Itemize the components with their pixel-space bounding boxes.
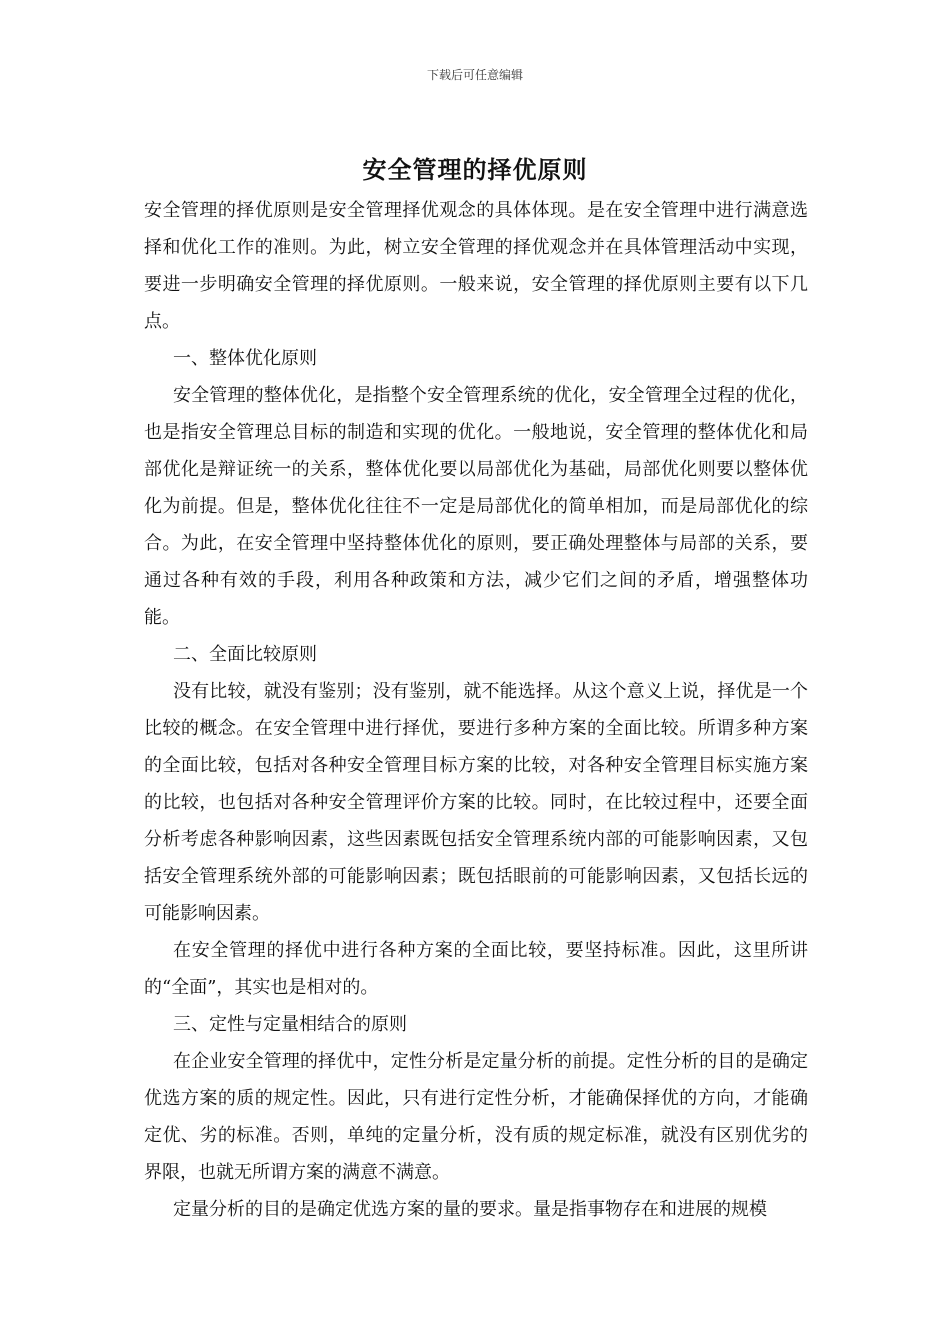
- section-2-paragraph-1: 没有比较，就没有鉴别；没有鉴别，就不能选择。从这个意义上说，择优是一个比较的概念。在安全管理中进行择优，要进行多种方案的全面比较。所谓多种方案的全面比较，包括对各种安全管理目标方案的比较，对各种安全管理目标实施方案的比较，也包括对各种安全管理评价方案的比较。同时，在比较过程中，还要全面分析考虑各种影响因素，这些因素既包括安全管理系统内部的可能影响因素，又包括安全管理系统外部的可能影响因素；既包括眼前的可能影响因素，又包括长远的可能影响因素。: [144, 681, 808, 924]
- section-heading-3: 三、定性与定量相结合的原则: [173, 1014, 407, 1035]
- document-body: [144, 192, 808, 1228]
- section-3-paragraph-1: 在企业安全管理的择优中，定性分析是定量分析的前提。定性分析的目的是确定优选方案的质的规定性。因此，只有进行定性分析，才能确保择优的方向，才能确定优、劣的标准。否则，单纯的定量分析，没有质的规定标准，就没有区别优劣的界限，也就无所谓方案的满意不满意。: [144, 1051, 808, 1183]
- document-title: 安全管理的择优原则: [362, 155, 588, 184]
- section-1-paragraph: 安全管理的整体优化，是指整个安全管理系统的优化，安全管理全过程的优化，也是指安全管理总目标的制造和实现的优化。一般地说，安全管理的整体优化和局部优化是辩证统一的关系，整体优化要以局部优化为基础，局部优化则要以整体优化为前提。但是，整体优化往往不一定是局部优化的简单相加，而是局部优化的综合。为此，在安全管理中坚持整体优化的原则，要正确处理整体与局部的关系，要通过各种有效的手段，利用各种政策和方法，减少它们之间的矛盾，增强整体功能。: [144, 385, 808, 628]
- section-2-paragraph-2: 在安全管理的择优中进行各种方案的全面比较，要坚持标准。因此，这里所讲的“全面”，其实也是相对的。: [144, 940, 808, 998]
- section-heading-2: 二、全面比较原则: [173, 644, 317, 665]
- section-3-paragraph-2: 定量分析的目的是确定优选方案的量的要求。量是指事物存在和进展的规模: [173, 1199, 767, 1220]
- page-header: 下载后可任意编辑: [426, 68, 523, 82]
- intro-paragraph: 安全管理的择优原则是安全管理择优观念的具体体现。是在安全管理中进行满意选择和优化工作的准则。为此，树立安全管理的择优观念并在具体管理活动中实现，要进一步明确安全管理的择优原则。一般来说，安全管理的择优原则主要有以下几点。: [144, 200, 808, 332]
- section-heading-1: 一、整体优化原则: [173, 348, 317, 369]
